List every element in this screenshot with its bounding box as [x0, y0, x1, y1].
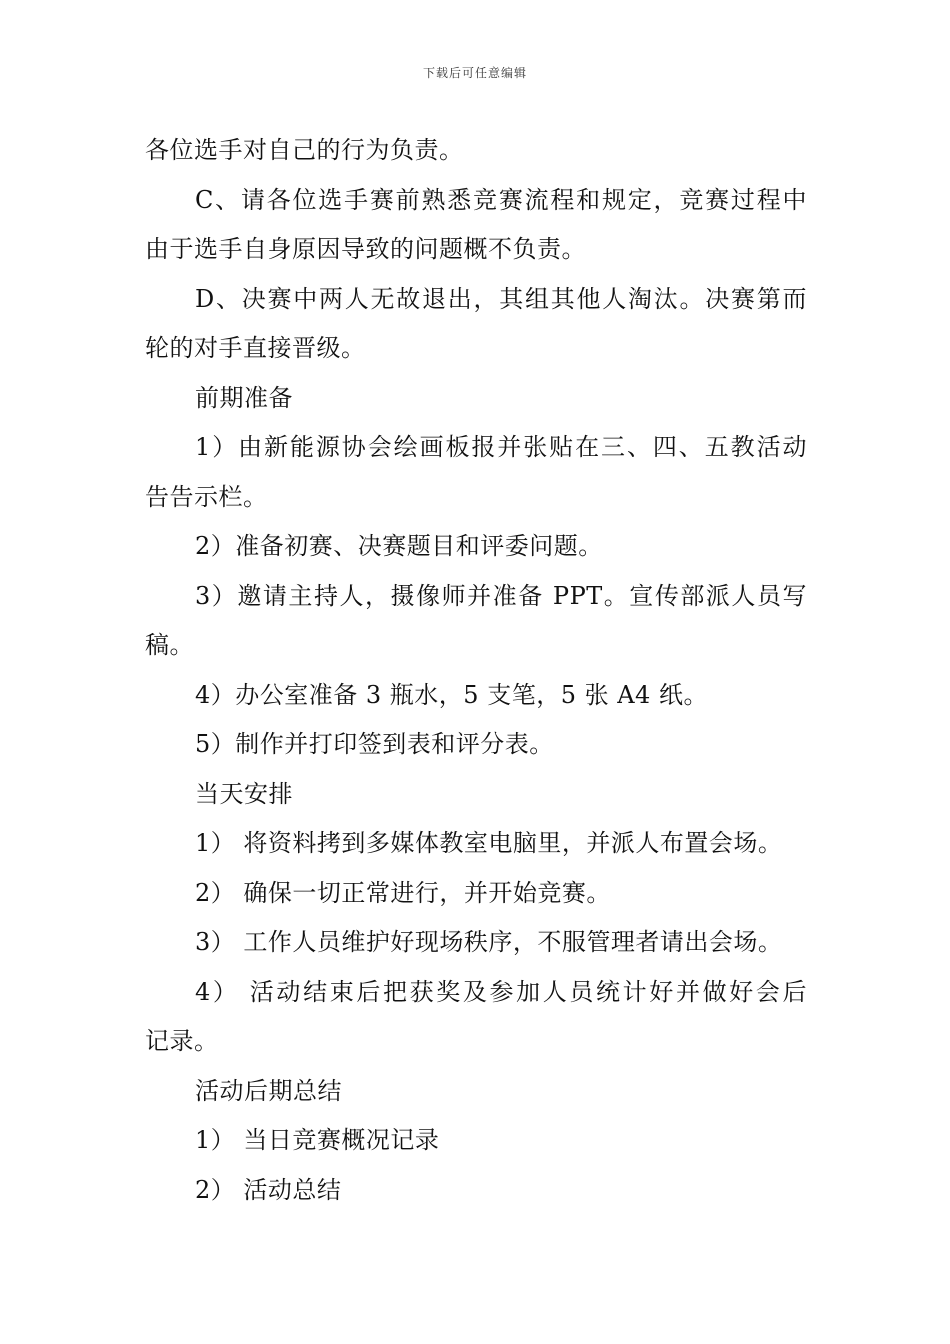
text-line: 由于选手自身原因导致的问题概不负责。 — [145, 235, 586, 263]
text-line: 前期准备 — [195, 383, 293, 412]
text-line: 1） 当日竞赛概况记录 — [195, 1126, 440, 1154]
document-body — [145, 126, 807, 1215]
text-line: 活动后期总结 — [195, 1076, 342, 1105]
text-line: 各位选手对自己的行为负责。 — [145, 136, 464, 164]
page-header: 下载后可任意编辑 — [422, 66, 527, 80]
text-line: 4）办公室准备 3 瓶水，5 支笔，5 张 A4 纸。 — [195, 680, 708, 709]
text-line: 稿。 — [145, 631, 194, 659]
text-line: 2）准备初赛、决赛题目和评委问题。 — [195, 532, 603, 560]
text-line: 5）制作并打印签到表和评分表。 — [195, 730, 554, 758]
text-line: 告告示栏。 — [145, 482, 268, 511]
text-line: 2） 活动总结 — [195, 1175, 342, 1204]
text-line: 3） 工作人员维护好现场秩序，不服管理者请出会场。 — [195, 928, 783, 956]
text-line: 轮的对手直接晋级。 — [145, 334, 366, 362]
text-line: D、决赛中两人无故退出，其组其他人淘汰。决赛第而 — [195, 284, 807, 313]
text-line: C、请各位选手赛前熟悉竞赛流程和规定，竞赛过程中 — [195, 185, 807, 214]
text-line: 记录。 — [145, 1027, 219, 1055]
text-line: 2） 确保一切正常进行，并开始竞赛。 — [195, 878, 611, 907]
text-line: 3）邀请主持人，摄像师并准备 PPT。宣传部派人员写 — [195, 581, 807, 610]
text-line: 当天安排 — [195, 779, 293, 808]
text-line: 1） 将资料拷到多媒体教室电脑里，并派人布置会场。 — [195, 829, 783, 857]
text-line: 4） 活动结束后把获奖及参加人员统计好并做好会后 — [195, 977, 807, 1006]
text-line: 1）由新能源协会绘画板报并张贴在三、四、五教活动 — [195, 433, 807, 461]
